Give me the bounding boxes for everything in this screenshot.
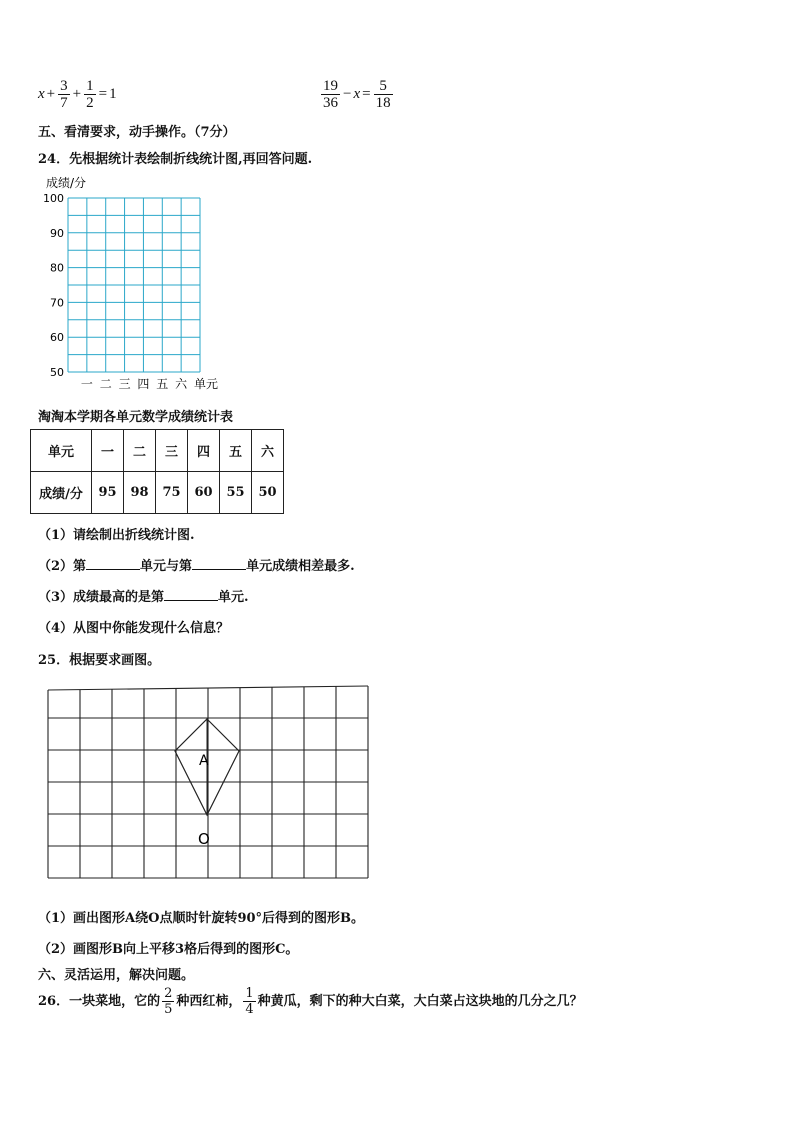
fraction-19-36 [321,78,340,111]
denominator: 18 [375,95,391,111]
table-cell: 五 [220,430,252,472]
fraction-3-7 [58,78,70,111]
denominator: 7 [60,95,68,111]
question-26 [38,986,583,1017]
x-tick-label: 二 [99,377,112,391]
variable-x: x [353,85,361,102]
fraction-1-4 [243,986,255,1017]
question-25-title: 25．根据要求画图。 [38,653,161,668]
blank-line-chart-grid [38,172,238,394]
x-tick-label: 六 [175,377,188,391]
table-cell: 75 [156,472,188,514]
fraction-1-2 [84,78,96,111]
answer-blank-3[interactable] [164,588,218,601]
sub3-text-a: （3）成绩最高的是第 [38,590,165,605]
score-table-title: 淘淘本学期各单元数学成绩统计表 [38,410,234,425]
chart-grid-lines [68,198,200,372]
q24-sub-1: （1）请绘制出折线统计图. [38,528,195,543]
numerator: 2 [164,986,173,1001]
table-cell: 98 [124,472,156,514]
q26-text-b: 种西红柿， [176,994,242,1009]
numerator: 3 [60,78,68,94]
sub2-text-b: 单元与第 [140,559,193,574]
x-tick-label: 一 [80,377,93,391]
table-cell: 成绩/分 [31,472,92,514]
numerator: 1 [245,986,254,1001]
numerator: 19 [323,78,338,94]
table-cell: 一 [92,430,124,472]
q25-sub-2: （2）画图形B向上平移3格后得到的图形C。 [38,942,299,957]
x-axis-label: 单元 [194,377,219,391]
table-cell: 单元 [31,430,92,472]
table-cell: 95 [92,472,124,514]
y-tick-label: 60 [50,331,64,345]
y-tick-label: 50 [50,366,64,379]
fraction-2-5 [162,986,174,1017]
x-tick-label: 四 [137,377,150,391]
denominator: 2 [86,95,94,111]
numerator: 5 [374,78,393,95]
sub2-text-c: 单元成绩相差最多. [246,559,355,574]
equation-2 [320,78,394,111]
y-axis-label: 成绩/分 [46,176,87,190]
table-cell: 三 [156,430,188,472]
plus-sign: + [46,85,56,102]
answer-blank-1[interactable] [86,557,140,570]
table-cell: 60 [188,472,220,514]
x-tick-labels [81,377,188,391]
section-5-title: 五、看清要求，动手操作。（7分） [38,125,236,140]
drawing-grid-lines [48,686,368,878]
q26-text-a: 26．一块菜地，它的 [38,994,161,1009]
rhs-value: 1 [109,85,117,102]
denominator: 4 [245,1002,254,1017]
minus-sign: − [343,85,352,102]
table-cell: 二 [124,430,156,472]
numerator: 1 [86,78,94,94]
label-a: A [199,753,209,769]
denominator: 5 [164,1002,173,1017]
x-tick-label: 五 [156,377,169,391]
table-cell: 55 [220,472,252,514]
y-tick-label: 100 [43,192,64,205]
score-table [30,429,284,514]
drawing-grid [46,682,370,888]
plus-sign: + [72,85,82,102]
table-cell: 六 [252,430,284,472]
equation-1 [38,78,117,111]
equals-sign: = [362,85,371,102]
denominator: 36 [323,95,338,111]
question-24-title: 24．先根据统计表绘制折线统计图,再回答问题. [38,152,313,167]
sub2-text-a: （2）第 [38,559,87,574]
q24-sub-3 [38,586,249,605]
q24-sub-2 [38,555,355,574]
q26-text-c: 种黄瓜，剩下的种大白菜，大白菜占这块地的几分之几？ [257,994,583,1009]
y-tick-label: 80 [50,261,64,275]
label-o: O [198,830,210,848]
table-row-header [31,430,284,472]
section-6-title: 六、灵活运用，解决问题。 [38,968,195,983]
fraction-5-18 [374,78,393,111]
equals-sign: = [98,85,108,102]
answer-blank-2[interactable] [192,557,246,570]
sub3-text-b: 单元. [218,590,249,605]
y-tick-label: 70 [50,296,64,310]
table-cell: 50 [252,472,284,514]
q24-sub-4: （4）从图中你能发现什么信息？ [38,621,230,636]
table-row-scores [31,472,284,514]
q25-sub-1: （1）画出图形A绕O点顺时针旋转90°后得到的图形B。 [38,911,365,926]
variable-x: x [38,85,45,102]
y-tick-labels [43,192,64,379]
y-tick-label: 90 [50,226,64,240]
x-tick-label: 三 [118,377,131,391]
table-cell: 四 [188,430,220,472]
